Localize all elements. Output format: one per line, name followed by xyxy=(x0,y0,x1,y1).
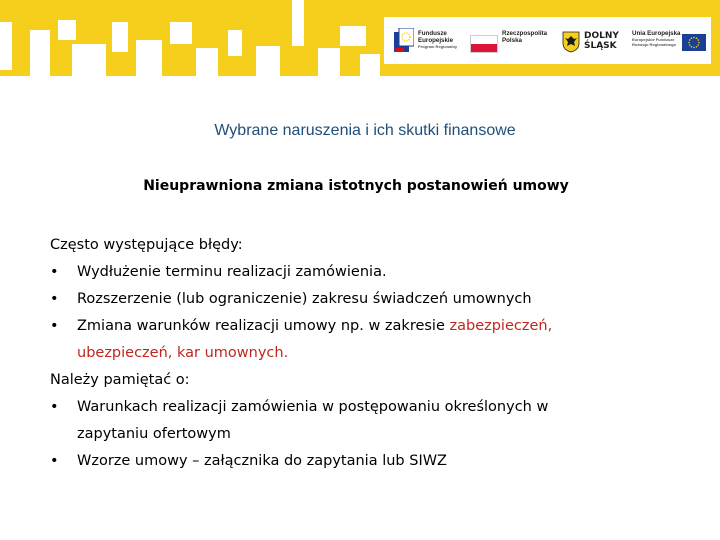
list-item xyxy=(50,394,710,421)
decorative-shape xyxy=(228,30,242,56)
bullet-icon: • xyxy=(50,399,59,415)
decorative-shape xyxy=(58,20,76,40)
highlighted-text-continuation: ubezpieczeń, kar umownych. xyxy=(77,345,289,361)
slide-title: Wybrane naruszenia i ich skutki finansowe xyxy=(214,122,516,139)
decorative-shape xyxy=(292,0,304,46)
fundusze-europejskie-logo xyxy=(394,23,464,58)
polish-flag-icon xyxy=(470,35,498,53)
section-heading-remember: Należy pamiętać o: xyxy=(50,372,190,388)
fe-logo-subtitle: Program Regionalny xyxy=(418,44,458,49)
list-item-text-prefix: Zmiana warunków realizacji umowy np. w zakresie xyxy=(77,318,450,334)
dolny-slask-logo xyxy=(560,23,630,58)
decorative-shape xyxy=(0,22,12,70)
decorative-shape xyxy=(318,48,340,76)
fe-logo-title: Fundusze Europejskie xyxy=(418,30,454,44)
list-item xyxy=(50,259,710,286)
decorative-shape xyxy=(170,22,192,44)
decorative-shape xyxy=(256,46,280,76)
bullet-icon: • xyxy=(50,264,59,280)
section-heading-errors: Często występujące błędy: xyxy=(50,237,243,253)
rzeczpospolita-polska-logo xyxy=(468,23,548,58)
decorative-shape xyxy=(340,26,366,46)
list-item xyxy=(50,313,710,340)
unia-europejska-logo xyxy=(630,23,710,58)
decorative-shape xyxy=(136,40,162,76)
list-item-text: Wzorze umowy – załącznika do zapytania lub SIWZ xyxy=(77,453,447,469)
decorative-shape xyxy=(112,22,128,52)
list-item-text-continuation: zapytaniu ofertowym xyxy=(77,426,231,442)
highlighted-text: zabezpieczeń, xyxy=(449,318,553,334)
rp-logo-title: Rzeczpospolita Polska xyxy=(502,30,548,44)
list-item-text: Rozszerzenie (lub ograniczenie) zakresu świadczeń umownych xyxy=(77,291,532,307)
bullet-icon: • xyxy=(50,453,59,469)
decorative-shape xyxy=(196,48,218,76)
ds-logo-title: DOLNY ŚLĄSK xyxy=(584,31,619,51)
decorative-shape xyxy=(30,30,50,76)
bullet-icon: • xyxy=(50,318,59,334)
decorative-shape xyxy=(72,44,106,76)
list-item xyxy=(50,448,710,475)
eagle-shield-icon xyxy=(562,31,580,53)
list-item-text: Wydłużenie terminu realizacji zamówienia. xyxy=(77,264,387,280)
slide-body xyxy=(50,232,710,475)
list-item xyxy=(50,286,710,313)
ue-logo-title: Unia Europejska xyxy=(632,30,681,37)
bullet-icon: • xyxy=(50,291,59,307)
slide-subtitle: Nieuprawniona zmiana istotnych postanowień umowy xyxy=(143,178,569,194)
list-item-text: Warunkach realizacji zamówienia w postępowaniu określonych w xyxy=(77,399,549,415)
fe-star-icon xyxy=(394,28,414,53)
ue-logo-subtitle: Europejskie Fundusze Rozwoju Regionalnego xyxy=(632,37,676,47)
decorative-shape xyxy=(360,54,380,76)
list-item-text xyxy=(77,313,552,340)
eu-flag-icon xyxy=(682,34,706,51)
logo-bar xyxy=(384,17,711,64)
